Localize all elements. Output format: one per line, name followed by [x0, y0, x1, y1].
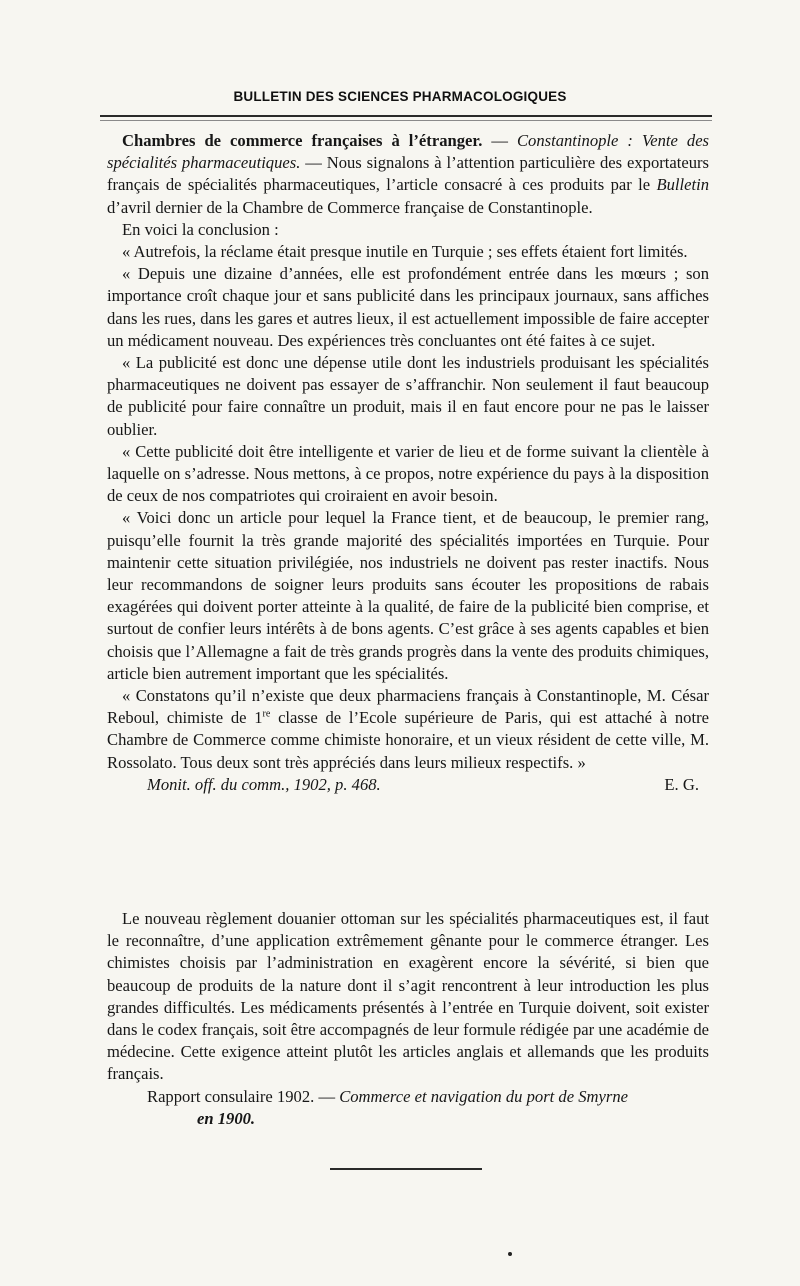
quote-paragraph: « Cette publicité doit être intelligente et varier de lieu et de forme suivant la clientèle à laquelle on s’adresse. Nous mettons, à ce propos, notre expérience du pays à la disposition de ceux de nos compatriotes qui croiraient en avoir besoin.: [107, 441, 709, 506]
intro-text: — Nous signalons à l’attention particulière des exportateurs français de spécialités pharmaceutiques, l’article consacré à ces produits par le: [107, 153, 709, 195]
report-title: Commerce et navigation du port de Smyrne: [339, 1086, 628, 1106]
heading-dash: —: [482, 131, 517, 150]
article-location: Constantinople :: [516, 131, 633, 150]
ink-speck: [508, 1252, 512, 1256]
article-subtitle: Vente des spécialités pharmaceutiques.: [107, 131, 710, 173]
article-customs: [107, 908, 709, 1130]
source-citation: Monit. off. du comm., 1902, p. 468.: [147, 774, 381, 794]
article-heading: Chambres de commerce françaises à l’étranger.: [122, 131, 483, 150]
final-para-start: « Constatons qu’il n’existe que deux pharmaciens français à Constantinople, M. César Reboul, chimiste de 1: [107, 686, 709, 728]
article-constantinople: [107, 130, 709, 796]
quote-paragraph: « Autrefois, la réclame était presque inutile en Turquie ; ses effets étaient fort limités.: [122, 242, 688, 262]
header-rule: [100, 115, 712, 117]
final-para-end: classe de l’Ecole supérieure de Paris, qui est attaché à notre Chambre de Commerce comme chimiste honoraire, et un vieux résident de cette ville, M. Rossolato. Tous deux sont très appréciés dans leurs milieux respectifs. »: [107, 708, 709, 772]
header-rule-thin: [100, 120, 712, 121]
intro-text-end: d’avril dernier de la Chambre de Commerce française de Constantinople.: [107, 197, 593, 217]
report-prefix: Rapport consulaire 1902.: [147, 1086, 315, 1106]
conclusion-intro: En voici la conclusion :: [122, 219, 279, 239]
author-initials: E. G.: [664, 774, 699, 794]
quote-paragraph: « Voici donc un article pour lequel la France tient, et de beaucoup, le premier rang, puisqu’elle fournit la très grande majorité des spécialités importées en Turquie. Pour maintenir cette situation privilégiée, nos industriels ne doivent pas rester inactifs. Nous leur recommandons de soigner leurs produits sans écouter les propositions de rabais exagérées qui doivent porter atteinte à la qualité, de faire de la publicité bien comprise, et surtout de confier leurs intérêts à de bons agents. C’est grâce à ses agents capables et bien choisis que l’Allemagne a fait de très grands progrès dans la vente des produits chimiques, article bien autrement important que les spécialités.: [107, 508, 709, 683]
end-rule: [330, 1168, 482, 1170]
report-citation: [107, 1086, 709, 1108]
quote-paragraph: « Depuis une dizaine d’années, elle est profondément entrée dans les mœurs ; son importance croît chaque jour et sans publicité dans les principaux journaux, sans affiches dans les rues, dans les gares et autres lieux, il est actuellement impossible de faire accepter un médicament nouveau. Des expériences très concluantes ont été faites à ce sujet.: [107, 264, 709, 350]
ordinal-sup: re: [262, 708, 271, 720]
source-line: [107, 774, 709, 796]
report-year: en 1900.: [197, 1108, 256, 1128]
quote-paragraph: « La publicité est donc une dépense utile dont les industriels produisant les spécialités pharmaceutiques ne doivent pas essayer de s’affranchir. Non seulement il faut beaucoup de publicité pour faire connaître un produit, mais il en faut encore pour ne pas le laisser oublier.: [107, 353, 709, 439]
customs-paragraph: Le nouveau règlement douanier ottoman sur les spécialités pharmaceutiques est, il faut le reconnaître, d’une application extrêmement gênante pour le commerce étranger. Les chimistes choisis par l’administration en exagèrent encore la sévérité, si bien que beaucoup de produits de la nature dont il s’agit rencontrent à leur introduction les plus grandes difficultés. Les médicaments présentés à l’entrée en Turquie doivent, soit exister dans le codex français, soit être accompagnés de leur formule rédigée par une académie de médecine. Cette exigence atteint plutôt les articles anglais et allemands que les produits français.: [107, 909, 709, 1084]
article-intro-paragraph: [107, 130, 709, 219]
report-dash: —: [314, 1086, 340, 1106]
bulletin-ref: Bulletin: [656, 175, 709, 195]
quote-paragraph-final: [107, 685, 709, 774]
running-head: BULLETIN DES SCIENCES PHARMACOLOGIQUES: [233, 89, 567, 104]
